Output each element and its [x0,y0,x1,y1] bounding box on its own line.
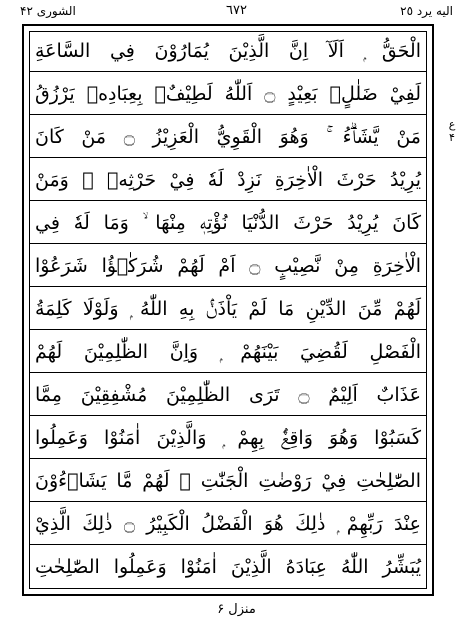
text-line: كَانَ يُرِيْدُ حَرْثَ الدُّنْيَا نُؤْتِهٖ مِنْهَا ۙ وَمَا لَهٗ فِي [29,203,427,244]
text-line: مَنْ يَّشَاۗءُ ۚ وَهُوَ الْقَوِيُّ الْعَزِيْزُ ۝ مَنْ كَانَ [29,117,427,158]
ruku-number: ۴ [449,131,455,144]
page-number: ٦٧٢ [226,3,247,18]
text-line: الْحَقُّ ۭ اَلَآ اِنَّ الَّذِيْنَ يُمَارُوْنَ فِي السَّاعَةِ [29,31,427,72]
text-line: الْفَصْلِ لَقُضِيَ بَيْنَهُمْ ۭ وَاِنَّ الظّٰلِمِيْنَ لَهُمْ [29,332,427,373]
text-line: الصّٰلِحٰتِ فِيْ رَوْضٰتِ الْجَنّٰتِ ۚ لَهُمْ مَّا يَشَاۗءُوْنَ [29,461,427,502]
ruku-marker [438,118,466,144]
text-line: لَفِيْ ضَلٰلٍۢ بَعِيْدٍ ۝ اَللّٰهُ لَطِيْفٌۢ بِعِبَادِهٖ يَرْزُقُ [29,74,427,115]
text-block [29,31,427,589]
text-line: الْاٰخِرَةِ مِنْ نَّصِيْبٍ ۝ اَمْ لَهُمْ شُرَكٰۗؤُا شَرَعُوْا [29,246,427,287]
text-line: يُبَشِّرُ اللّٰهُ عِبَادَهُ الَّذِيْنَ اٰمَنُوْا وَعَمِلُوا الصّٰلِحٰتِ [35,556,421,578]
text-line: كَسَبُوْا وَهُوَ وَاقِعٌۢ بِهِمْ ۭ وَالَّذِيْنَ اٰمَنُوْا وَعَمِلُوا [29,418,427,459]
ruku-label: ع [448,118,456,131]
text-line: لَهُمْ مِّنَ الدِّيْنِ مَا لَمْ يَاْذَنْۢ بِهِ اللّٰهُ ۭ وَلَوْلَا كَلِمَةُ [29,289,427,330]
text-line: يُرِيْدُ حَرْثَ الْاٰخِرَةِ نَزِدْ لَهٗ فِيْ حَرْثِهٖ ۚ وَمَنْ [29,160,427,201]
text-line: عَذَابٌ اَلِيْمٌ ۝ تَرَى الظّٰلِمِيْنَ مُشْفِقِيْنَ مِمَّا [29,375,427,416]
juz-title: اليه يرد ٢٥ [400,4,453,18]
text-line: عِنْدَ رَبِّهِمْ ۭ ذٰلِكَ هُوَ الْفَضْلُ الْكَبِيْرُ ۝ ذٰلِكَ الَّذِيْ [29,504,427,545]
manzil-marker: منزل ۶ [217,602,256,617]
surah-title: الشورى ۴۲ [20,4,76,18]
